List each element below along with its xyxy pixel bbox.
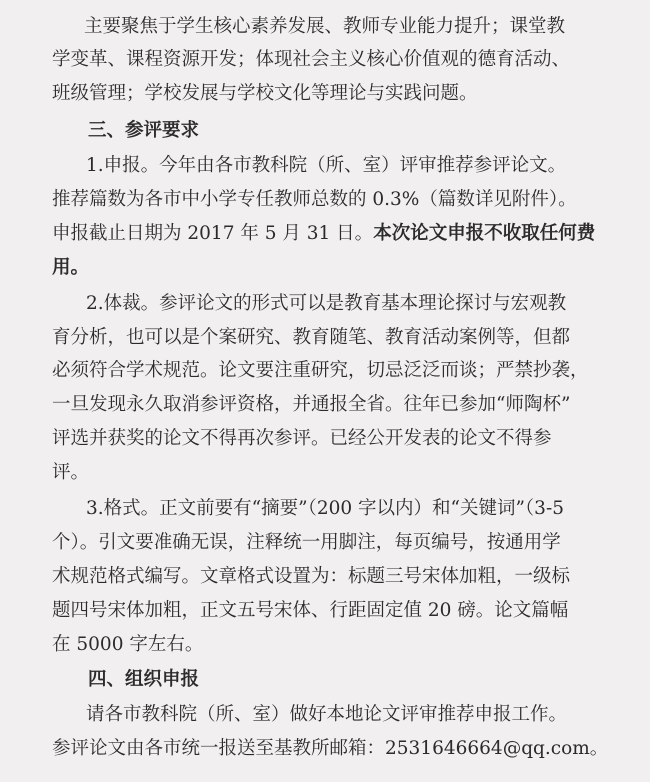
item-3-line-5: 在 5000 字左右。 bbox=[52, 634, 204, 655]
item-1-line-3 bbox=[52, 219, 595, 249]
item-2-line-1: 2.体裁。参评论文的形式可以是教育基本理论探讨与宏观教 bbox=[86, 293, 567, 314]
no-fee-notice: 本次论文申报不收取任何费 bbox=[373, 223, 596, 244]
item-3-line-4: 题四号宋体加粗，正文五号宋体、行距固定值 20 磅。论文篇幅 bbox=[52, 600, 569, 621]
item-3-line-1: 3.格式。正文前要有“摘要”（200 字以内）和“关键词”（3-5 bbox=[86, 498, 564, 519]
intro-line-2: 学变革、课程资源开发；体现社会主义核心价值观的德育活动、 bbox=[52, 49, 571, 70]
item-3-line-3: 术规范格式编写。文章格式设置为：标题三号宋体加粗，一级标 bbox=[52, 566, 571, 587]
item-1-line-1: 1.申报。今年由各市教科院（所、室）评审推荐参评论文。 bbox=[86, 155, 567, 176]
item-1-line-2: 推荐篇数为各市中小学专任教师总数的 0.3%（篇数详见附件）。 bbox=[52, 189, 577, 210]
item-2-line-2: 育分析，也可以是个案研究、教育随笔、教育活动案例等，但都 bbox=[52, 327, 571, 348]
item-2-line-3: 必须符合学术规范。论文要注重研究，切忌泛泛而谈；严禁抄袭， bbox=[52, 360, 589, 381]
item-2-line-6: 评。 bbox=[52, 462, 90, 483]
intro-line-1: 主要聚焦于学生核心素养发展、教师专业能力提升；课堂教 bbox=[84, 16, 566, 37]
section-4-heading: 四、组织申报 bbox=[88, 669, 200, 690]
section-3-heading: 三、参评要求 bbox=[88, 120, 200, 141]
deadline-text: 申报截止日期为 2017 年 5 月 31 日。 bbox=[52, 223, 374, 244]
item-3-line-2: 个）。引文要准确无误，注释统一用脚注，每页编号，按通用学 bbox=[52, 532, 561, 553]
item-2-line-5: 评选并获奖的论文不得再次参评。已经公开发表的论文不得参 bbox=[52, 428, 552, 449]
section-4-line-2: 参评论文由各市统一报送至基教所邮箱：2531646664@qq.com。 bbox=[52, 738, 609, 759]
section-4-line-1: 请各市教科院（所、室）做好本地论文评审推荐申报工作。 bbox=[86, 704, 568, 725]
item-1-line-4: 用。 bbox=[52, 257, 90, 278]
item-2-line-4: 一旦发现永久取消参评资格，并通报全省。往年已参加“师陶杯” bbox=[52, 394, 571, 415]
intro-line-3: 班级管理；学校发展与学校文化等理论与实践问题。 bbox=[52, 83, 478, 104]
